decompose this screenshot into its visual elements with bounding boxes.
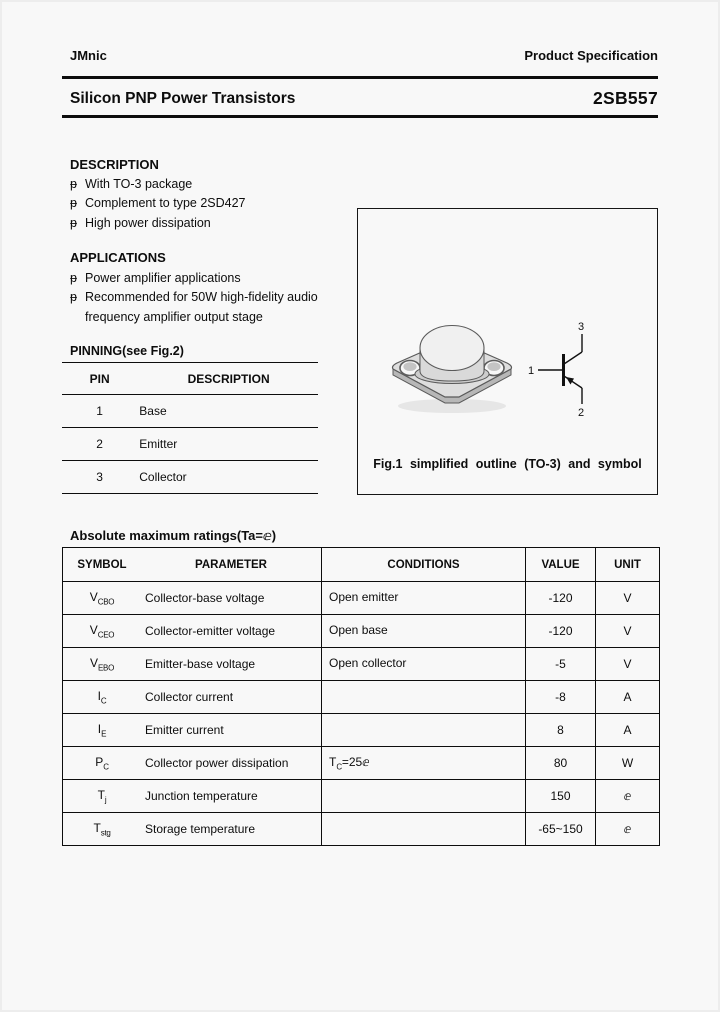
value-cell: -5 (526, 648, 596, 681)
ratings-row (63, 648, 660, 681)
value-cell: -65~150 (526, 813, 596, 846)
pin-description: Collector (139, 470, 187, 484)
symbol-pin-emitter-label: 2 (578, 407, 585, 417)
bullet-glyph: ᵽ (70, 196, 77, 211)
conditions-cell (322, 681, 526, 714)
symbol-cell: $I_E$ (97, 721, 107, 739)
symbol-pin-collector-label: 3 (578, 321, 585, 333)
spec-label: Product Specification (524, 48, 658, 63)
pin-number: 3 (96, 470, 103, 484)
ratings-row (63, 582, 660, 615)
parameter-cell: Storage temperature (145, 822, 256, 836)
symbol-column-header: SYMBOL (77, 558, 127, 571)
parameter-cell: Emitter-base voltage (145, 657, 256, 671)
list-item (70, 308, 318, 327)
brand-name: JMnic (70, 48, 107, 63)
figure-box (357, 208, 658, 495)
pinning-row (62, 461, 318, 494)
bullet-glyph: ᵽ (70, 290, 77, 305)
list-item (70, 194, 246, 213)
ratings-row (63, 714, 660, 747)
conditions-cell: Open base (322, 615, 526, 648)
parameter-cell: Emitter current (145, 723, 224, 737)
symbol-cell: $V_{CBO}$ (89, 589, 115, 607)
symbol-pin-base-label: 1 (528, 365, 535, 377)
unit-cell: ⅇ (596, 780, 660, 813)
conditions-cell: Open collector (322, 648, 526, 681)
list-item (70, 288, 318, 307)
parameter-cell: Junction temperature (145, 789, 258, 803)
conditions-cell (322, 813, 526, 846)
list-item-text: Recommended for 50W high-fidelity audio (85, 290, 318, 305)
unit-cell: V (596, 615, 660, 648)
value-cell: 150 (526, 780, 596, 813)
conditions-cell (322, 714, 526, 747)
list-item-text: Complement to type 2SD427 (85, 196, 246, 211)
symbol-cell: $P_C$ (95, 754, 109, 772)
unit-cell: ⅇ (596, 813, 660, 846)
ratings-table (62, 547, 660, 846)
page-header (70, 48, 658, 63)
value-column-header: VALUE (526, 548, 596, 582)
conditions-cell (322, 780, 526, 813)
pin-column-header: PIN (89, 371, 110, 386)
value-cell: 8 (526, 714, 596, 747)
value-cell: -8 (526, 681, 596, 714)
unit-cell: A (596, 681, 660, 714)
conditions-column-header: CONDITIONS (322, 548, 526, 582)
ratings-row (63, 681, 660, 714)
list-item-text: High power dissipation (85, 215, 211, 230)
list-item (70, 214, 246, 233)
parameter-column-header: PARAMETER (195, 558, 267, 571)
list-item-text: frequency amplifier output stage (85, 309, 263, 324)
description-list (70, 175, 246, 233)
pin-number: 1 (96, 404, 103, 418)
ratings-header-row (63, 548, 660, 582)
ratings-row (63, 813, 660, 846)
pinning-heading: PINNING(see Fig.2) (70, 344, 184, 358)
symbol-cell: $I_C$ (97, 688, 107, 706)
applications-list (70, 269, 318, 327)
pinning-table (62, 362, 318, 494)
description-heading: DESCRIPTION (70, 157, 159, 172)
ratings-row (63, 747, 660, 780)
unit-cell: V (596, 648, 660, 681)
parameter-cell: Collector-emitter voltage (145, 624, 276, 638)
list-item (70, 175, 246, 194)
pin-description: Base (139, 404, 167, 418)
list-item-text: With TO-3 package (85, 177, 193, 191)
bullet-glyph: ᵽ (70, 271, 77, 285)
horizontal-rule (62, 115, 658, 118)
value-cell: -120 (526, 582, 596, 615)
unit-column-header: UNIT (596, 548, 660, 582)
part-number: 2SB557 (592, 88, 658, 108)
bullet-glyph: ᵽ (70, 177, 77, 191)
unit-cell: V (596, 582, 660, 615)
pnp-transistor-symbol (524, 317, 608, 417)
bullet-glyph: ᵽ (70, 215, 77, 230)
value-cell: -120 (526, 615, 596, 648)
title-row (70, 88, 658, 109)
value-cell: 80 (526, 747, 596, 780)
parameter-cell: Collector power dissipation (145, 756, 289, 770)
parameter-cell: Collector-base voltage (145, 591, 265, 605)
description-column-header: DESCRIPTION (187, 371, 270, 386)
pin-number: 2 (96, 437, 103, 451)
document-title: Silicon PNP Power Transistors (70, 89, 296, 107)
to3-package-image (386, 321, 520, 419)
pinning-row (62, 428, 318, 461)
list-item (70, 269, 318, 288)
list-item-text: Power amplifier applications (85, 271, 241, 285)
conditions-cell: Open emitter (322, 582, 526, 615)
ratings-row (63, 615, 660, 648)
symbol-cell: $T_j$ (97, 787, 107, 805)
symbol-cell: $T_{stg}$ (93, 820, 111, 838)
unit-cell: W (596, 747, 660, 780)
symbol-cell: $V_{CEO}$ (89, 622, 115, 640)
conditions-cell: $T_C=25ⅇ$ (322, 747, 526, 780)
unit-cell: A (596, 714, 660, 747)
ratings-row (63, 780, 660, 813)
parameter-cell: Collector current (145, 690, 234, 704)
pinning-header-row (62, 363, 318, 395)
symbol-cell: $V_{EBO}$ (89, 655, 114, 673)
pin-description: Emitter (139, 437, 178, 451)
applications-heading: APPLICATIONS (70, 250, 166, 265)
pinning-row (62, 395, 318, 428)
figure-caption: Fig.1 simplified outline (TO-3) and symbol (373, 457, 642, 471)
ratings-heading: Absolute maximum ratings(Ta=ⅇ) (70, 528, 277, 543)
horizontal-rule (62, 76, 658, 79)
